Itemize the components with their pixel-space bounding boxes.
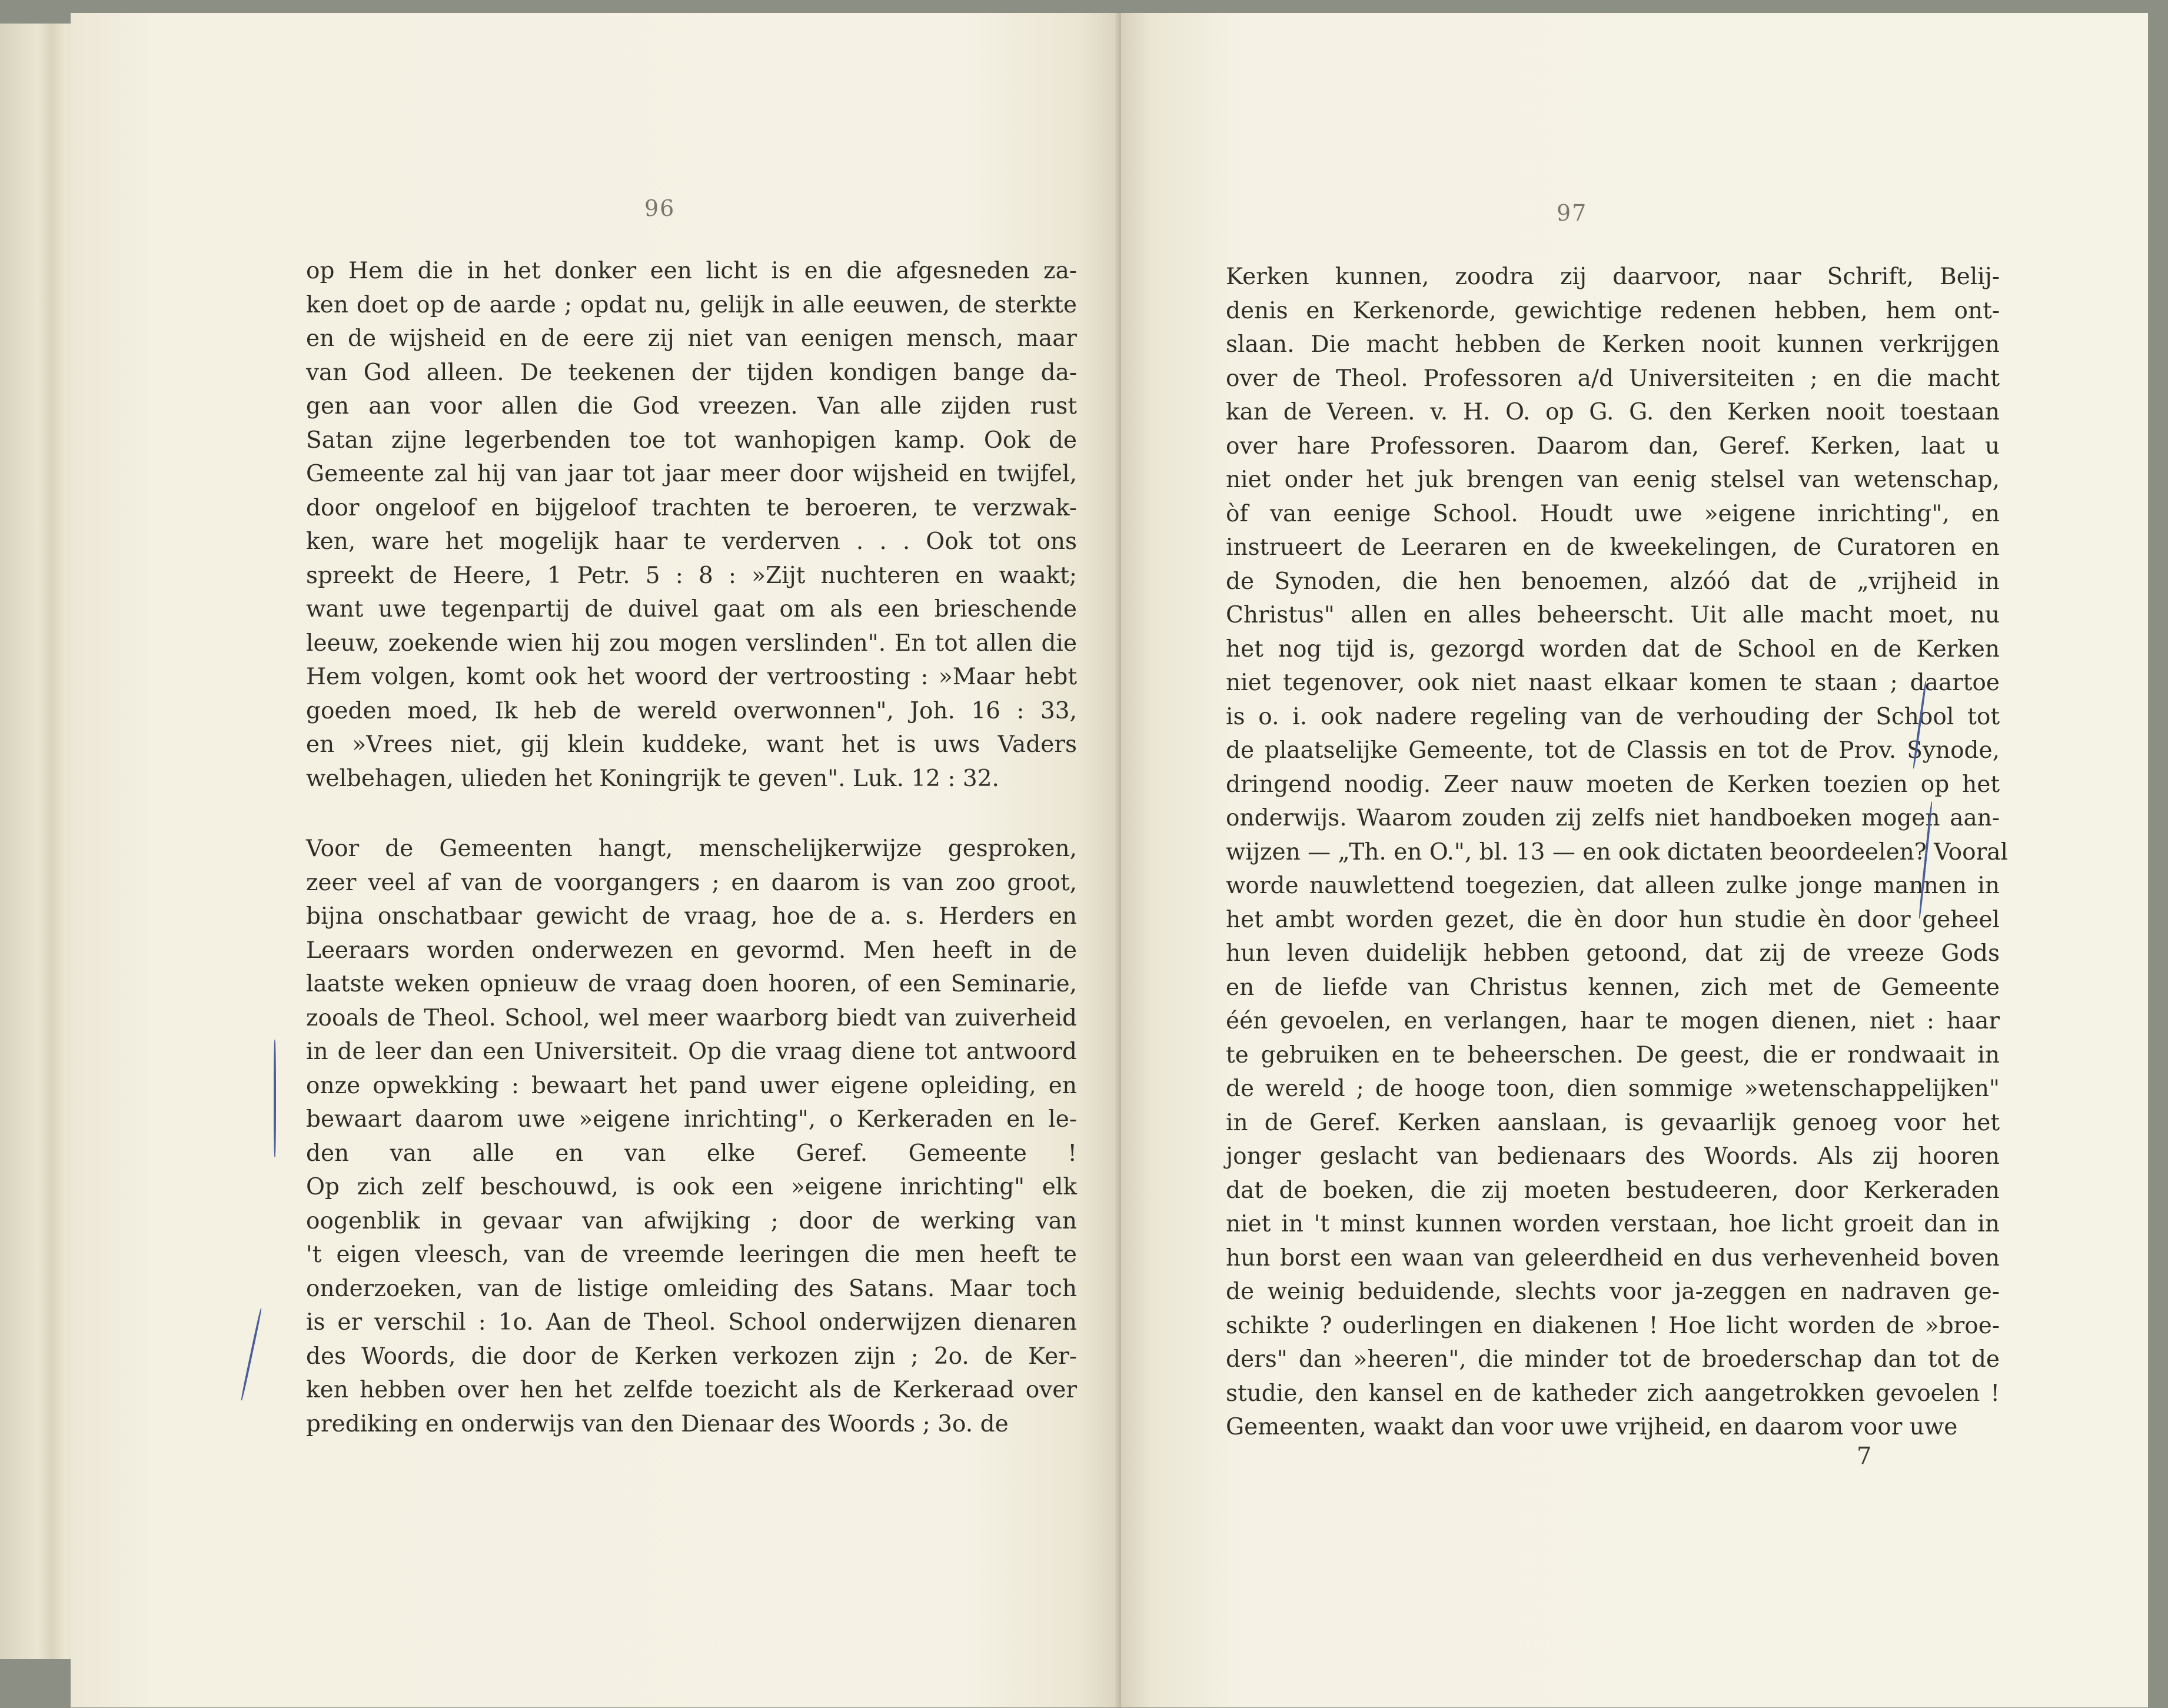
left-page-text-line: ken, ware het mogelijk haar te verderven . . . Ook tot ons: [306, 528, 1077, 555]
left-page-text-line: van God alleen. De teekenen der tijden kondigen bange da-: [306, 359, 1077, 386]
left-page-text-line: zooals de Theol. School, wel meer waarborg biedt van zuiverheid: [306, 1004, 1077, 1031]
left-page-text-line: ken doet op de aarde ; opdat nu, gelijk in alle eeuwen, de sterkte: [306, 291, 1077, 318]
right-page-text-line: hun leven duidelijk hebben getoond, dat zij de vreeze Gods: [1226, 940, 2000, 967]
right-page-text-line: is o. i. ook nadere regeling van de verhouding der School tot: [1226, 703, 2000, 730]
left-page-text-line: goeden moed, Ik heb de wereld overwonnen", Joh. 16 : 33,: [306, 697, 1077, 724]
left-page-text-line: prediking en onderwijs van den Dienaar des Woords ; 3o. de: [306, 1410, 1009, 1437]
right-page-text-line: niet in 't minst kunnen worden verstaan, hoe licht groeit dan in: [1226, 1211, 2000, 1237]
right-page-text-line: één gevoelen, en verlangen, haar te mogen dienen, niet : haar: [1226, 1008, 2000, 1034]
right-page-text-line: instrueert de Leeraren en de kweekelingen, de Curatoren en: [1226, 534, 2000, 561]
right-page-text-line: Kerken kunnen, zoodra zij daarvoor, naar Schrift, Belij-: [1226, 264, 2000, 290]
left-page-text-line: in de leer dan een Universiteit. Op die vraag diene tot antwoord: [306, 1038, 1077, 1065]
right-page-text-line: en de liefde van Christus kennen, zich met de Gemeente: [1226, 974, 2000, 1001]
left-page-text-line: op Hem die in het donker een licht is en die afgesneden za-: [306, 258, 1077, 284]
right-page-text: [1226, 260, 2009, 1444]
right-page-text-line: òf van eenige School. Houdt uwe »eigene inrichting", en: [1226, 500, 2000, 527]
left-page-text-line: gen aan voor allen die God vreezen. Van alle zijden rust: [306, 393, 1077, 419]
left-page: [71, 13, 1121, 1707]
left-page-text: [306, 254, 1077, 1441]
right-page-text-line: hun borst een waan van geleerdheid en dus verhevenheid boven: [1226, 1244, 2000, 1271]
left-page-text-line: des Woords, die door de Kerken verkozen zijn ; 2o. de Ker-: [306, 1343, 1077, 1370]
pencil-mark: [274, 1040, 276, 1157]
left-page-text-line: Hem volgen, komt ook het woord der vertroosting : »Maar hebt: [306, 664, 1077, 690]
right-page: [1121, 13, 2148, 1707]
left-page-text-line: bewaart daarom uwe »eigene inrichting", o Kerkeraden en le-: [306, 1106, 1077, 1133]
left-page-text-line: Gemeente zal hij van jaar tot jaar meer door wijsheid en twijfel,: [306, 461, 1077, 487]
pencil-mark: [240, 1308, 262, 1400]
right-page-text-line: de plaatselijke Gemeente, tot de Classis en tot de Prov. Synode,: [1226, 737, 2000, 764]
left-page-number: 96: [644, 195, 676, 221]
right-page-text-line: het nog tijd is, gezorgd worden dat de School en de Kerken: [1226, 635, 2000, 662]
right-page-text-line: wijzen — „Th. en O.", bl. 13 — en ook dictaten beoordeelen? Vooral: [1226, 838, 2009, 865]
left-page-text-line: want uwe tegenpartij de duivel gaat om als een brieschende: [306, 596, 1077, 622]
right-page-text-line: de Synoden, die hen benoemen, alzóó dat de „vrijheid in: [1226, 568, 2000, 595]
right-page-text-line: dringend noodig. Zeer nauw moeten de Kerken toezien op het: [1226, 771, 2000, 798]
right-page-number: 97: [1557, 200, 1588, 226]
left-page-text-line: Op zich zelf beschouwd, is ook een »eigene inrichting" elk: [306, 1174, 1077, 1200]
left-page-text-line: bijna onschatbaar gewicht de vraag, hoe de a. s. Herders en: [306, 903, 1077, 930]
right-page-text-line: worde nauwlettend toegezien, dat alleen zulke jonge mannen in: [1226, 873, 2000, 899]
right-page-text-line: kan de Vereen. v. H. O. op G. G. den Kerken nooit toestaan: [1226, 399, 2000, 425]
left-page-text-line: en de wijsheid en de eere zij niet van eenigen mensch, maar: [306, 325, 1077, 352]
right-page-text-line: onderwijs. Waarom zouden zij zelfs niet handboeken mogen aan-: [1226, 805, 2000, 831]
left-page-text-line: Leeraars worden onderwezen en gevormd. Men heeft in de: [306, 937, 1077, 964]
right-page-text-line: ders" dan »heeren", die minder tot de broederschap dan tot de: [1226, 1346, 2000, 1373]
right-page-text-line: het ambt worden gezet, die èn door hun studie èn door geheel: [1226, 906, 2000, 933]
signature-mark: 7: [1857, 1443, 1872, 1470]
right-page-text-line: Gemeenten, waakt dan voor uwe vrijheid, en daarom voor uwe: [1226, 1414, 1958, 1440]
right-page-text-line: over hare Professoren. Daarom dan, Geref. Kerken, laat u: [1226, 432, 2000, 460]
right-page-text-line: Christus" allen en alles beheerscht. Uit alle macht moet, nu: [1226, 602, 2000, 628]
left-page-text-line: Voor de Gemeenten hangt, menschelijkerwijze gesproken,: [306, 835, 1077, 862]
left-page-text-line: Satan zijne legerbenden toe tot wanhopigen kamp. Ook de: [306, 427, 1077, 454]
right-page-text-line: in de Geref. Kerken aanslaan, is gevaarlijk genoeg voor het: [1226, 1109, 2000, 1136]
right-page-text-line: dat de boeken, die zij moeten bestudeeren, door Kerkeraden: [1226, 1177, 2000, 1204]
left-page-text-line: is er verschil : 1o. Aan de Theol. School onderwijzen dienaren: [306, 1309, 1077, 1336]
right-page-text-line: denis en Kerkenorde, gewichtige redenen hebben, hem ont-: [1226, 297, 2000, 324]
left-page-text-line: door ongeloof en bijgeloof trachten te beroeren, te verzwak-: [306, 494, 1077, 521]
right-page-text-line: te gebruiken en te beheerschen. De geest, die er rondwaait in: [1226, 1041, 2000, 1068]
left-page-text-line: leeuw, zoekende wien hij zou mogen verslinden". En tot allen die: [306, 630, 1077, 657]
right-page-text-line: de weinig beduidende, slechts voor ja-zeggen en nadraven ge-: [1226, 1278, 2000, 1305]
paragraph-gap: [306, 795, 1077, 832]
left-page-text-line: en »Vrees niet, gij klein kuddeke, want het is uws Vaders: [306, 731, 1077, 758]
left-page-text-line: 't eigen vleesch, van de vreemde leeringen die men heeft te: [306, 1241, 1077, 1268]
left-page-text-line: ken hebben over hen het zelfde toezicht als de Kerkeraad over: [306, 1377, 1077, 1403]
left-page-text-line: zeer veel af van de voorgangers ; en daarom is van zoo groot,: [306, 869, 1077, 896]
left-page-text-line: den van alle en van elke Geref. Gemeente !: [306, 1140, 1077, 1167]
right-page-text-line: niet tegenover, ook niet naast elkaar komen te staan ; daartoe: [1226, 670, 2000, 696]
right-page-text-line: schikte ? ouderlingen en diakenen ! Hoe licht worden de »broe-: [1226, 1312, 2000, 1339]
right-page-text-line: niet onder het juk brengen van eenig stelsel van wetenschap,: [1226, 467, 2000, 493]
left-page-text-line: welbehagen, ulieden het Koningrijk te geven". Luk. 12 : 32.: [306, 765, 999, 792]
right-page-text-line: jonger geslacht van bedienaars des Woords. Als zij hooren: [1226, 1143, 2000, 1170]
left-page-text-line: oogenblik in gevaar van afwijking ; door de werking van: [306, 1207, 1077, 1234]
left-page-text-line: laatste weken opnieuw de vraag doen hooren, of een Seminarie,: [306, 971, 1077, 997]
left-page-text-line: onze opwekking : bewaart het pand uwer eigene opleiding, en: [306, 1072, 1077, 1099]
right-page-text-line: studie, den kansel en de katheder zich aangetrokken gevoelen !: [1226, 1380, 2000, 1407]
left-page-text-line: spreekt de Heere, 1 Petr. 5 : 8 : »Zijt nuchteren en waakt;: [306, 562, 1077, 589]
right-page-text-line: slaan. Die macht hebben de Kerken nooit kunnen verkrijgen: [1226, 331, 2000, 358]
right-page-text-line: de wereld ; de hooge toon, dien sommige »wetenschappelijken": [1226, 1076, 2000, 1102]
left-page-text-line: onderzoeken, van de listige omleiding des Satans. Maar toch: [306, 1275, 1077, 1302]
right-page-text-line: over de Theol. Professoren a/d Universiteiten ; en die macht: [1226, 365, 2000, 392]
